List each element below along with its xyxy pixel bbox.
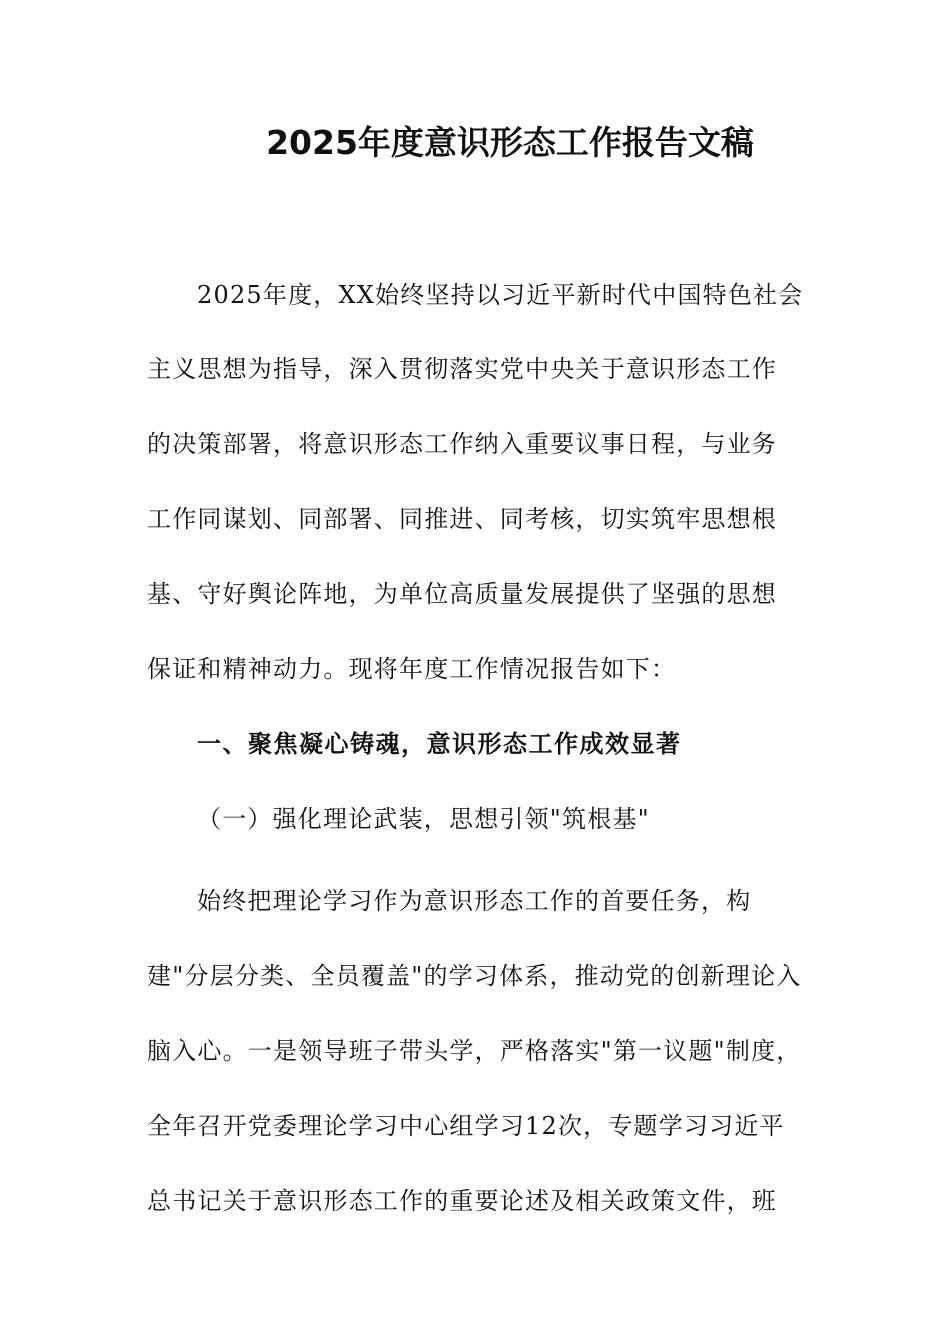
intro-line: 工作同谋划、同部署、同推进、同考核，切实筑牢思想根 <box>147 505 777 533</box>
intro-line: 基、守好舆论阵地，为单位高质量发展提供了坚强的思想 <box>147 580 777 608</box>
intro-line: 2025年度，XX始终坚持以习近平新时代中国特色社会 <box>197 281 804 309</box>
body-line: 始终把理论学习作为意识形态工作的首要任务，构 <box>197 887 752 915</box>
subsection-heading: （一）强化理论武装，思想引领"筑根基" <box>197 805 650 833</box>
body-line: 全年召开党委理论学习中心组学习12次，专题学习习近平 <box>147 1112 785 1140</box>
document-title: 2025年度意识形态工作报告文稿 <box>266 123 754 162</box>
body-line: 总书记关于意识形态工作的重要论述及相关政策文件，班 <box>147 1187 777 1215</box>
body-line: 脑入心。一是领导班子带头学，严格落实"第一议题"制度， <box>147 1037 802 1065</box>
body-line: 建"分层分类、全员覆盖"的学习体系，推动党的创新理论入 <box>147 962 802 990</box>
intro-line: 主义思想为指导，深入贯彻落实党中央关于意识形态工作 <box>147 355 777 383</box>
intro-line: 的决策部署，将意识形态工作纳入重要议事日程，与业务 <box>147 430 777 458</box>
intro-line: 保证和精神动力。现将年度工作情况报告如下： <box>147 655 677 683</box>
section-heading: 一、聚焦凝心铸魂，意识形态工作成效显著 <box>197 730 682 758</box>
